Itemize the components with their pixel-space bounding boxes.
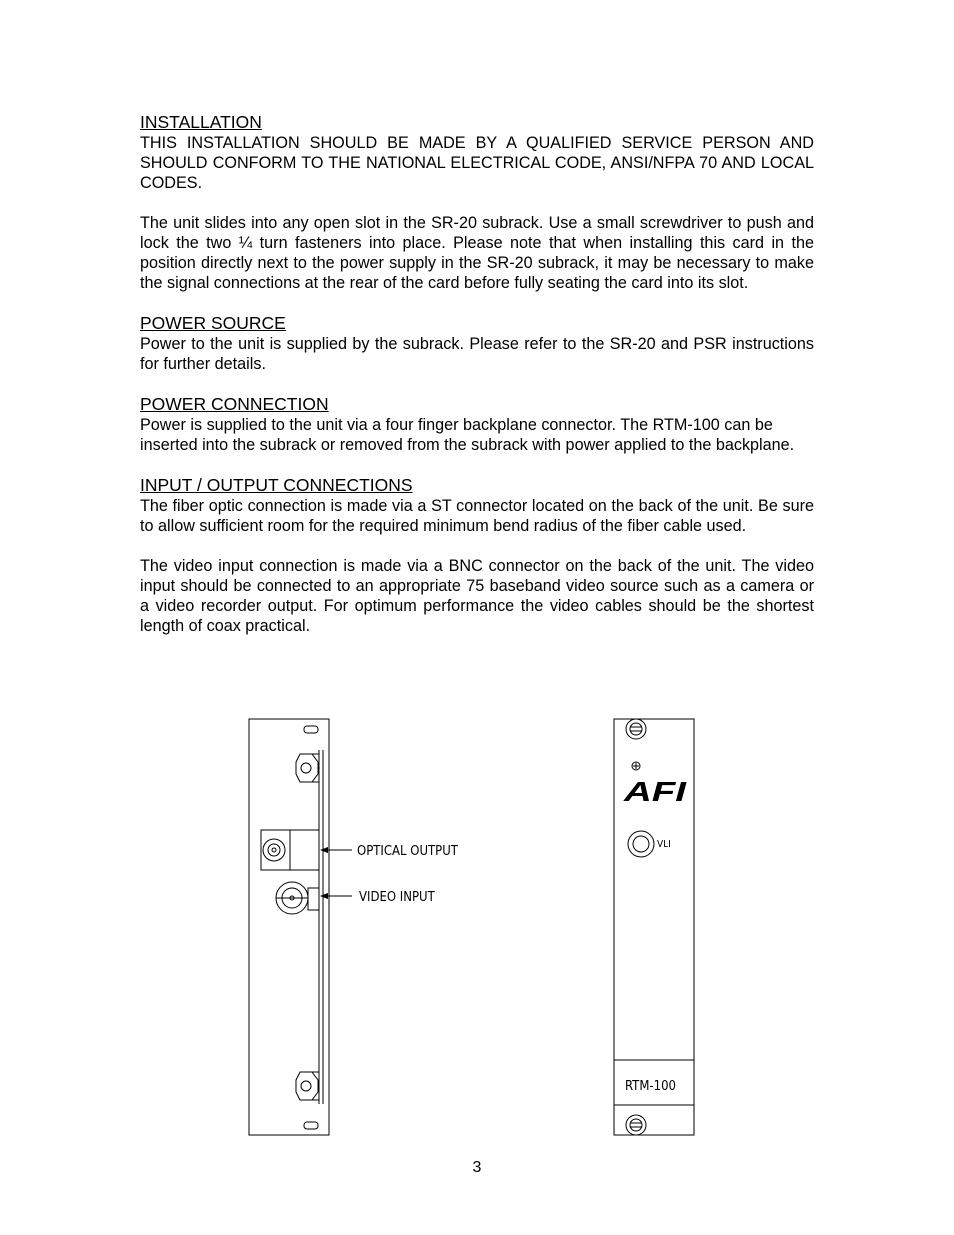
afi-logo-text: AFI (622, 776, 688, 807)
front-top-screw-icon (626, 719, 646, 739)
vli-indicator-icon (628, 831, 654, 857)
video-input-callout (320, 890, 436, 905)
optical-output-callout (320, 844, 459, 859)
video-input-label: VIDEO INPUT (359, 890, 435, 905)
afi-logo (623, 776, 688, 807)
st-connector-icon (261, 830, 319, 870)
io-connections-body-fiber: The fiber optic connection is made via a ST connector located on the back of the unit. Be sure to allow sufficient room for the required minimum bend radius of the fiber cable used. (140, 497, 814, 535)
side-view-panel (249, 719, 329, 1135)
installation-body: The unit slides into any open slot in the SR-20 subrack. Use a small screwdriver to push and lock the two ¼ turn fasteners into place. Please note that when installing this card in the position directly next to the power supply in the SR-20 subrack, it may be necessary to make the signal connections at the rear of the card before fully seating the card into its slot. (140, 214, 814, 292)
power-source-heading: POWER SOURCE (140, 313, 286, 333)
power-connection-body: Power is supplied to the unit via a four finger backplane connector. The RTM-100 can be inserted into the subrack or removed from the subrack with power applied to the backplane. (140, 416, 795, 454)
module-diagram (240, 712, 710, 1142)
optical-output-label: OPTICAL OUTPUT (357, 844, 458, 859)
installation-warning: THIS INSTALLATION SHOULD BE MADE BY A QUALIFIED SERVICE PERSON AND SHOULD CONFORM TO THE NATIONAL ELECTRICAL CODE, ANSI/NFPA 70 AND LOCAL CODES. (140, 134, 814, 192)
power-connection-heading: POWER CONNECTION (140, 394, 329, 414)
vli-label: VLI (657, 839, 671, 850)
bnc-connector-icon (276, 882, 319, 914)
page-number: 3 (472, 1159, 482, 1176)
model-label: RTM-100 (625, 1079, 676, 1094)
io-connections-body-video: The video input connection is made via a BNC connector on the back of the unit. The video input should be connected to an appropriate 75 baseband video source such as a camera or a video recorder output. For optimum performance the video cables should be the shortest length of coax practical. (140, 557, 814, 635)
front-small-screw-icon (632, 762, 640, 770)
power-source-body: Power to the unit is supplied by the subrack. Please refer to the SR-20 and PSR instructions for further details. (140, 335, 814, 373)
page-body (140, 112, 814, 636)
io-connections-heading: INPUT / OUTPUT CONNECTIONS (140, 475, 413, 495)
installation-heading: INSTALLATION (140, 112, 262, 132)
bottom-fastener-icon (296, 1072, 319, 1100)
front-bottom-screw-icon (626, 1115, 646, 1135)
top-fastener-icon (296, 754, 319, 782)
